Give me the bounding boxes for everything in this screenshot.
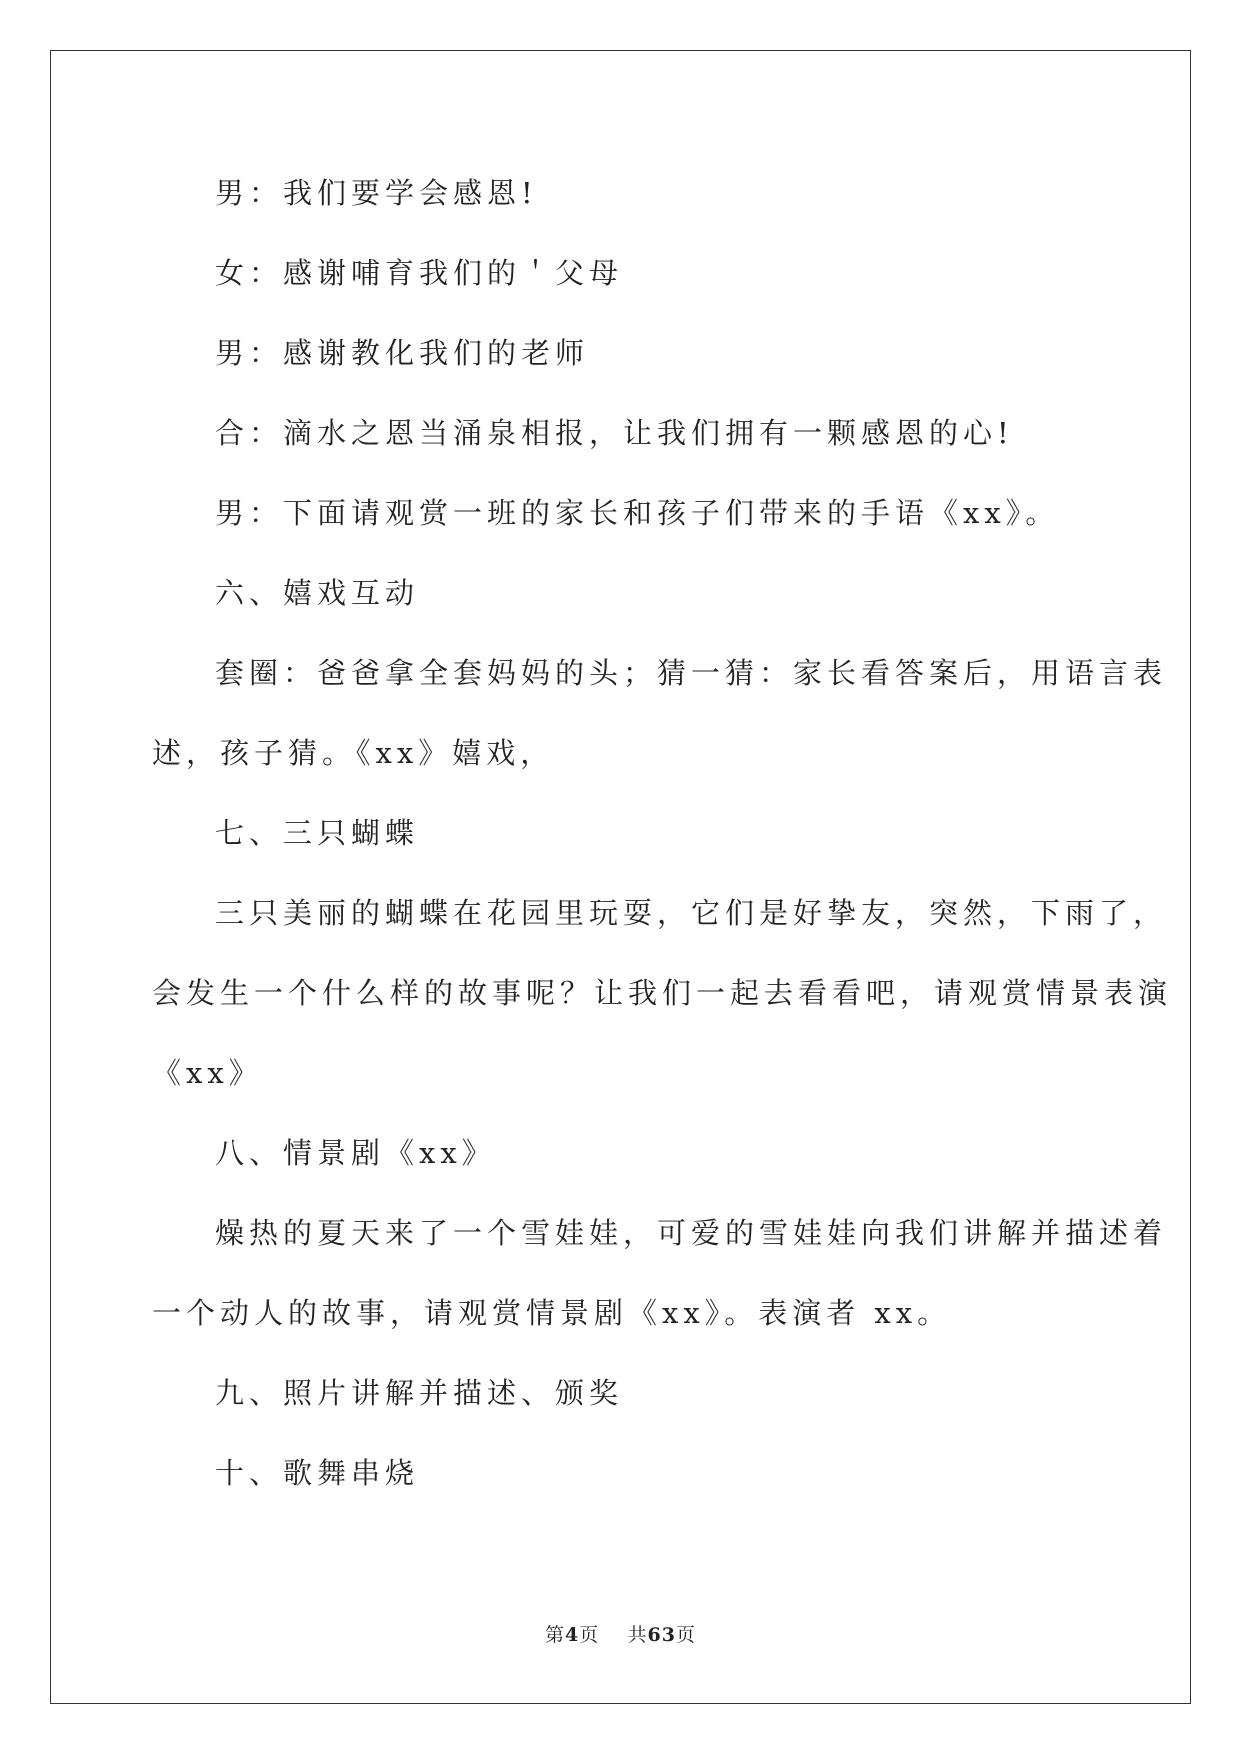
- text-line-12: 《xx》: [152, 1056, 263, 1090]
- footer-page-number: 4: [565, 1624, 580, 1646]
- text-line-1: 男：我们要学会感恩!: [215, 176, 538, 210]
- footer-total-pages: 63: [647, 1624, 676, 1646]
- footer-total-suffix: 页: [675, 1624, 696, 1646]
- text-line-8: 述，孩子猜。《xx》嬉戏，: [152, 736, 555, 770]
- text-line-7: 套圈：爸爸拿全套妈妈的头；猜一猜：家长看答案后，用语言表: [215, 656, 1168, 690]
- text-line-3: 男：感谢教化我们的老师: [215, 336, 590, 370]
- section-heading-8: 八、情景剧《xx》: [215, 1136, 496, 1170]
- section-heading-10: 十、歌舞串烧: [215, 1456, 420, 1490]
- section-heading-9: 九、照片讲解并描述、颁奖: [215, 1376, 624, 1410]
- page-footer: [0, 1620, 1241, 1647]
- footer-page-suffix: 页: [579, 1624, 600, 1646]
- section-heading-6: 六、嬉戏互动: [215, 576, 420, 610]
- footer-prefix: 第: [545, 1624, 566, 1646]
- text-line-15: 一个动人的故事，请观赏情景剧《xx》。表演者 xx。: [152, 1296, 952, 1330]
- text-line-4: 合：滴水之恩当涌泉相报，让我们拥有一颗感恩的心!: [215, 416, 1014, 450]
- section-heading-7: 七、三只蝴蝶: [215, 816, 420, 850]
- text-line-10: 三只美丽的蝴蝶在花园里玩耍，它们是好挚友，突然，下雨了，: [215, 896, 1168, 930]
- text-line-2: 女：感谢哺育我们的＇父母: [215, 256, 624, 290]
- footer-total-prefix: 共: [627, 1624, 648, 1646]
- text-line-5: 男：下面请观赏一班的家长和孩子们带来的手语《xx》。: [215, 496, 1060, 530]
- text-line-14: 燥热的夏天来了一个雪娃娃，可爱的雪娃娃向我们讲解并描述着: [215, 1216, 1168, 1250]
- text-line-11: 会发生一个什么样的故事呢？让我们一起去看看吧，请观赏情景表演: [152, 976, 1173, 1010]
